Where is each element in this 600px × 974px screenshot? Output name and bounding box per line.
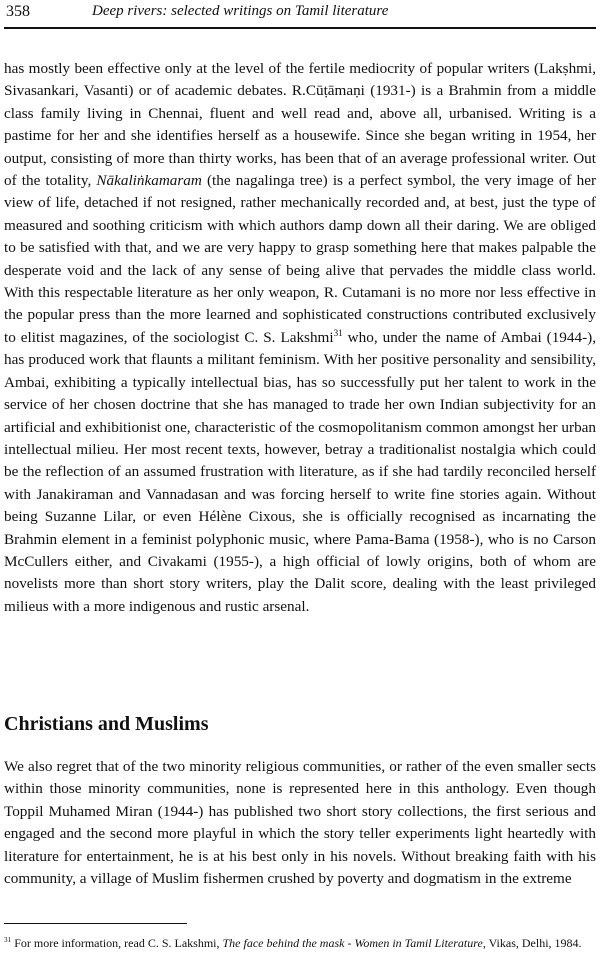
footnote	[4, 935, 596, 952]
footnote-book-title: The face behind the mask - Women in Tamil Literature	[222, 936, 483, 950]
footnote-rule	[4, 923, 187, 924]
body-paragraph-2: We also regret that of the two minority religious communities, or rather of the even smaller sects within those minority communities, none is represented here in this anthology. Even though Toppil Muhamed Miran (1944-) has published two short story collections, the first serious and engaged and the second more playful in which the story teller experiments light heartedly with literature for entertainment, he is at his best only in his novels. Without breaking faith with his community, a village of Muslim fishermen crushed by poverty and dogmatism in the extreme	[4, 758, 596, 888]
footnote-text: For more information, read C. S. Lakshmi,	[11, 936, 223, 950]
running-title: Deep rivers: selected writings on Tamil literature	[92, 3, 389, 19]
footnote-text: , Vikas, Delhi, 1984.	[482, 936, 582, 950]
paragraph-text: has mostly been effective only at the level of the fertile mediocrity of popular writers (Lakṣhmi, Sivasankari, Vasanti) or of academic debates. R.Cūṭāmaṇi (1931-) is a Brahmin from a middle class family living in Chennai, fluent and well read and, above all, urbanised. Writing is a pastime for her and she identifies herself as a housewife. Since she began writing in 1954, her output, consisting of more than thirty works, has been that of an average professional writer. Out of the totality,	[4, 60, 596, 190]
header-rule	[4, 27, 596, 29]
body-paragraph-1	[4, 58, 596, 618]
paragraph-text: who, under the name of Ambai (1944-), has produced work that flaunts a militant feminism. With her positive personality and sensibility, Ambai, exhibiting a typically intellectual bias, has so successfully put her talent to work in the service of her chosen doctrine that she has managed to trade her own Indian subjectivity for an artificial and exhibitionist one, characteristic of the cosmopolitanism common amongst her urban intellectual milieu. Her most recent texts, however, betray a traditionalist nostalgia which could be the reflection of an assumed frustration with literature, as if she had tardily reconciled herself with Janakiraman and Vannadasan and was forcing herself to write fine stories again. Without being Suzanne Lilar, or even Hélène Cixous, she is officially recognised as incarnating the Brahmin element in a feminist polyphonic music, where Pama-Bama (1958-), who is no Carson McCullers either, and Civakami (1955-), a high official of lowly origins, both of whom are novelists more than short story writers, play the Dalit score, dealing with the least privileged milieus with a more indigenous and rustic arsenal.	[4, 328, 596, 615]
page-number: 358	[6, 3, 30, 20]
section-heading: Christians and Muslims	[4, 713, 209, 735]
page-header	[4, 0, 596, 30]
work-title: Nākaliṅkamaram	[96, 172, 202, 190]
paragraph-text: (the nagalinga tree) is a perfect symbol, the very image of her view of life, detached if not resigned, rather mechanically recorded and, at best, just the type of measured and soothing criticism with which authors damp down all their daring. We are obliged to be satisfied with that, and we are very happy to grasp something here that makes palpable the desperate void and the lack of any sense of being alive that pervades the middle class world. With this respectable literature as her only weapon, R. Cutamani is no more nor less effective in the popular press than the more learned and sophisticated constructions contributed exclusively to elitist magazines, of the sociologist C. S. Lakshmi	[4, 172, 597, 346]
footnote-reference: 31	[333, 327, 343, 338]
footnote-number: 31	[4, 936, 12, 944]
